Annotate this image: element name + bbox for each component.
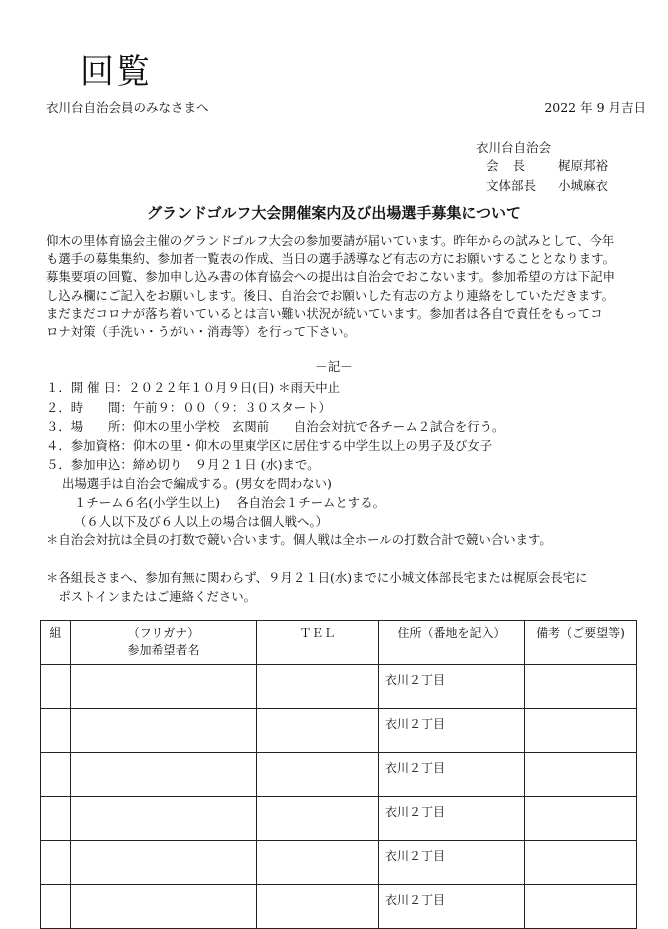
document-title: グランドゴルフ大会開催案内及び出場選手募集について bbox=[146, 204, 522, 222]
body-line: 仰木の里体育協会主催のグランドゴルフ大会の参加要請が届いています。昨年からの試みとして、今年 bbox=[46, 233, 615, 248]
detail-item: ２．時 間：午前９：００（９：３０スタート） bbox=[46, 400, 331, 415]
body-line: 募集要項の回覧、参加申し込み書の体育協会への提出は自治会でおこないます。参加希望の方は下記申 bbox=[46, 269, 615, 285]
body-line: も選手の募集集約、参加者一覧表の作成、当日の選手誘導など有志の方にお願いすることとなります。 bbox=[46, 251, 615, 267]
addressee: 衣川台自治会員のみなさまへ bbox=[46, 100, 209, 115]
column-header-tel: ＴＥＬ bbox=[257, 621, 379, 665]
group-cell[interactable] bbox=[41, 797, 71, 841]
detail-item: ３．場 所：仰木の里小学校 玄関前 自治会対抗で各チーム２試合を行う。 bbox=[46, 419, 505, 434]
column-header-group: 組 bbox=[41, 621, 71, 665]
body-text bbox=[46, 232, 615, 341]
signature-name: 梶原邦裕 bbox=[558, 158, 609, 173]
remarks-cell[interactable] bbox=[525, 885, 637, 929]
address-cell[interactable]: 衣川２丁目 bbox=[379, 841, 525, 885]
furigana-label: （フリガナ） bbox=[127, 626, 200, 640]
signature-role: 文体部長 bbox=[486, 178, 537, 193]
tel-cell[interactable] bbox=[257, 665, 379, 709]
body-line: まだまだコロナが落ち着いているとは言い難い状況が続いています。参加者は各自で責任をもってコ bbox=[46, 305, 603, 321]
detail-subline: （６人以下及び６人以上の場合は個人戦へ。） bbox=[74, 514, 329, 529]
tel-cell[interactable] bbox=[257, 753, 379, 797]
remarks-cell[interactable] bbox=[525, 797, 637, 841]
signature-org: 衣川台自治会 bbox=[476, 140, 552, 155]
name-cell[interactable] bbox=[71, 797, 257, 841]
name-cell[interactable] bbox=[71, 665, 257, 709]
group-cell[interactable] bbox=[41, 665, 71, 709]
group-cell[interactable] bbox=[41, 885, 71, 929]
address-cell[interactable]: 衣川２丁目 bbox=[379, 797, 525, 841]
address-cell[interactable]: 衣川２丁目 bbox=[379, 709, 525, 753]
group-cell[interactable] bbox=[41, 753, 71, 797]
detail-item: １．開 催 日：２０２２年１０月９日(日) ＊雨天中止 bbox=[46, 380, 341, 395]
note: ＊各組長さまへ、参加有無に関わらず、９月２１日(水)までに小城文体部長宅または梶原会長宅に bbox=[46, 570, 588, 585]
detail-item: ５．参加申込：締め切り ９月２１日 (水)まで。 bbox=[46, 457, 320, 472]
signature-role: 会長 bbox=[486, 158, 540, 173]
remarks-cell[interactable] bbox=[525, 841, 637, 885]
remarks-cell[interactable] bbox=[525, 709, 637, 753]
name-cell[interactable] bbox=[71, 885, 257, 929]
table-header-row bbox=[41, 621, 637, 665]
remarks-cell[interactable] bbox=[525, 665, 637, 709]
table-row bbox=[41, 885, 637, 929]
column-header-address: 住所（番地を記入） bbox=[379, 621, 525, 665]
note: ＊自治会対抗は全員の打数で競い合います。個人戦は全ホールの打数合計で競い合います。 bbox=[46, 532, 552, 547]
circular-title: 回覧 bbox=[80, 52, 152, 92]
signature-name: 小城麻衣 bbox=[558, 178, 609, 193]
name-label: 参加希望者名 bbox=[127, 643, 200, 657]
tel-cell[interactable] bbox=[257, 885, 379, 929]
table-row bbox=[41, 841, 637, 885]
group-cell[interactable] bbox=[41, 709, 71, 753]
ki-heading: －記－ bbox=[315, 359, 353, 374]
table-row bbox=[41, 665, 637, 709]
remarks-cell[interactable] bbox=[525, 753, 637, 797]
address-cell[interactable]: 衣川２丁目 bbox=[379, 665, 525, 709]
column-header-name bbox=[71, 621, 257, 665]
detail-subline: １チーム６名(小学生以上) 各自治会１チームとする。 bbox=[74, 495, 385, 510]
name-cell[interactable] bbox=[71, 709, 257, 753]
note: ポストインまたはご連絡ください。 bbox=[46, 589, 257, 604]
table-row bbox=[41, 753, 637, 797]
name-cell[interactable] bbox=[71, 841, 257, 885]
table-row bbox=[41, 709, 637, 753]
application-table bbox=[40, 620, 637, 929]
group-cell[interactable] bbox=[41, 841, 71, 885]
tel-cell[interactable] bbox=[257, 797, 379, 841]
tel-cell[interactable] bbox=[257, 841, 379, 885]
body-line: し込み欄にご記入をお願いします。後日、自治会でお願いした有志の方より連絡をしていただきます。 bbox=[46, 287, 614, 303]
issue-date: 2022 年 9 月吉日 bbox=[544, 100, 646, 115]
detail-item: ４．参加資格：仰木の里・仰木の里東学区に居住する中学生以上の男子及び女子 bbox=[46, 438, 493, 453]
tel-cell[interactable] bbox=[257, 709, 379, 753]
address-cell[interactable]: 衣川２丁目 bbox=[379, 753, 525, 797]
detail-subline: 出場選手は自治会で編成する。(男女を問わない) bbox=[62, 476, 332, 491]
table-row bbox=[41, 797, 637, 841]
address-cell[interactable]: 衣川２丁目 bbox=[379, 885, 525, 929]
body-line: ロナ対策（手洗い・うがい・消毒等）を行って下さい。 bbox=[46, 324, 356, 340]
column-header-remarks: 備考（ご要望等) bbox=[525, 621, 637, 665]
name-cell[interactable] bbox=[71, 753, 257, 797]
